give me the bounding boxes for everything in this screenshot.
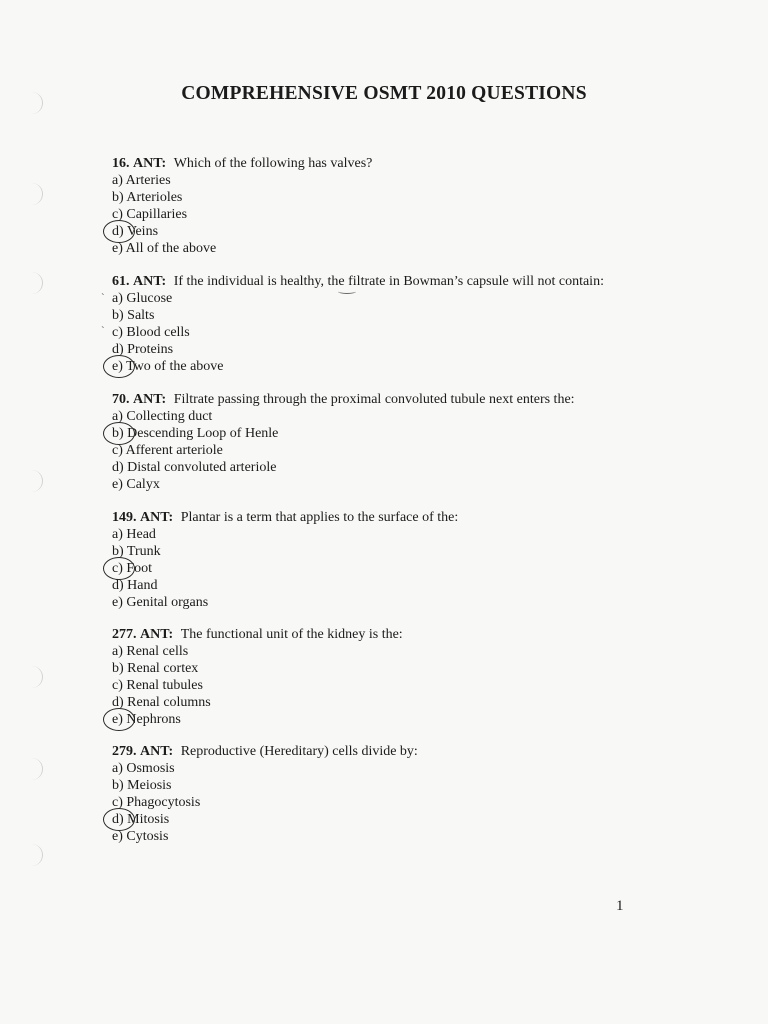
- option-d: [112, 459, 672, 476]
- option-a: [112, 526, 672, 543]
- question-277: [112, 626, 672, 728]
- option-label: b) Renal cortex: [112, 661, 199, 676]
- question-header: [112, 509, 672, 526]
- option-label: b) Salts: [112, 308, 155, 323]
- option-b-answer: [112, 425, 672, 442]
- option-b: [112, 543, 672, 560]
- option-label: b) Descending Loop of Henle: [112, 426, 279, 441]
- punch-hole: [28, 666, 43, 688]
- option-b: [112, 189, 672, 206]
- question-text: If the individual is healthy, the filtrate in Bowman’s capsule will not contain:: [173, 274, 604, 289]
- option-label: a) Glucose: [112, 291, 173, 306]
- question-number: 149.: [112, 510, 137, 525]
- option-b: [112, 307, 672, 324]
- question-number: 277.: [112, 627, 137, 642]
- option-e: [112, 594, 672, 611]
- option-label: b) Trunk: [112, 544, 161, 559]
- question-header: [112, 155, 672, 172]
- question-16: [112, 155, 672, 257]
- option-label: d) Veins: [112, 224, 159, 239]
- option-d-answer: [112, 223, 672, 240]
- punch-hole: [28, 758, 43, 780]
- option-c: [112, 206, 672, 223]
- question-text: Plantar is a term that applies to the surface of the:: [180, 510, 459, 525]
- option-label: c) Foot: [112, 561, 153, 576]
- option-label: d) Mitosis: [112, 812, 170, 827]
- question-header: [112, 626, 672, 643]
- option-label: a) Arteries: [112, 173, 171, 188]
- question-tag: ANT:: [133, 156, 167, 171]
- option-a: [112, 172, 672, 189]
- question-tag: ANT:: [140, 510, 174, 525]
- option-a: [112, 408, 672, 425]
- option-label: d) Hand: [112, 578, 158, 593]
- punch-hole: [28, 470, 43, 492]
- question-70: [112, 391, 672, 493]
- option-d: [112, 577, 672, 594]
- pen-underline-mark: [338, 289, 356, 294]
- option-e-answer: [112, 711, 672, 728]
- question-header: [112, 273, 672, 290]
- document-title: COMPREHENSIVE OSMT 2010 QUESTIONS: [181, 83, 587, 104]
- question-text: The functional unit of the kidney is the:: [180, 627, 403, 642]
- option-label: d) Distal convoluted arteriole: [112, 460, 277, 475]
- question-text: Filtrate passing through the proximal convoluted tubule next enters the:: [173, 392, 575, 407]
- question-text: Which of the following has valves?: [173, 156, 373, 171]
- option-label: a) Collecting duct: [112, 409, 213, 424]
- option-label: a) Renal cells: [112, 644, 189, 659]
- pen-tick-mark: `: [101, 292, 105, 304]
- option-label: c) Afferent arteriole: [112, 443, 223, 458]
- option-label: e) Nephrons: [112, 712, 181, 727]
- option-label: e) Cytosis: [112, 829, 169, 844]
- option-label: a) Osmosis: [112, 761, 175, 776]
- option-label: e) Two of the above: [112, 359, 224, 374]
- option-e: [112, 476, 672, 493]
- option-label: e) All of the above: [112, 241, 217, 256]
- question-tag: ANT:: [133, 392, 167, 407]
- option-d: [112, 694, 672, 711]
- question-149: [112, 509, 672, 611]
- option-c: [112, 442, 672, 459]
- page-number: 1: [616, 898, 624, 914]
- option-e: [112, 240, 672, 257]
- question-61: [112, 273, 672, 375]
- option-c: [112, 677, 672, 694]
- option-e-answer: [112, 358, 672, 375]
- option-label: b) Arterioles: [112, 190, 183, 205]
- question-tag: ANT:: [140, 744, 174, 759]
- question-header: [112, 743, 672, 760]
- option-a: [112, 760, 672, 777]
- question-tag: ANT:: [133, 274, 167, 289]
- option-b: [112, 660, 672, 677]
- option-label: a) Head: [112, 527, 156, 542]
- question-number: 16.: [112, 156, 130, 171]
- option-label: b) Meiosis: [112, 778, 172, 793]
- option-label: e) Genital organs: [112, 595, 209, 610]
- question-text: Reproductive (Hereditary) cells divide by:: [180, 744, 418, 759]
- question-header: [112, 391, 672, 408]
- option-a: [112, 290, 672, 307]
- option-c: [112, 794, 672, 811]
- pen-tick-mark: `: [101, 325, 105, 337]
- option-label: c) Capillaries: [112, 207, 188, 222]
- question-number: 61.: [112, 274, 130, 289]
- option-label: d) Renal columns: [112, 695, 211, 710]
- option-c: [112, 324, 672, 341]
- option-e: [112, 828, 672, 845]
- option-label: c) Blood cells: [112, 325, 190, 340]
- option-d-answer: [112, 811, 672, 828]
- punch-hole: [28, 844, 43, 866]
- option-a: [112, 643, 672, 660]
- question-tag: ANT:: [140, 627, 174, 642]
- question-279: [112, 743, 672, 845]
- punch-hole: [28, 272, 43, 294]
- option-c-answer: [112, 560, 672, 577]
- option-label: e) Calyx: [112, 477, 160, 492]
- punch-hole: [28, 183, 43, 205]
- option-label: d) Proteins: [112, 342, 174, 357]
- option-b: [112, 777, 672, 794]
- option-label: c) Renal tubules: [112, 678, 203, 693]
- question-number: 70.: [112, 392, 130, 407]
- option-label: c) Phagocytosis: [112, 795, 201, 810]
- question-number: 279.: [112, 744, 137, 759]
- option-d: [112, 341, 672, 358]
